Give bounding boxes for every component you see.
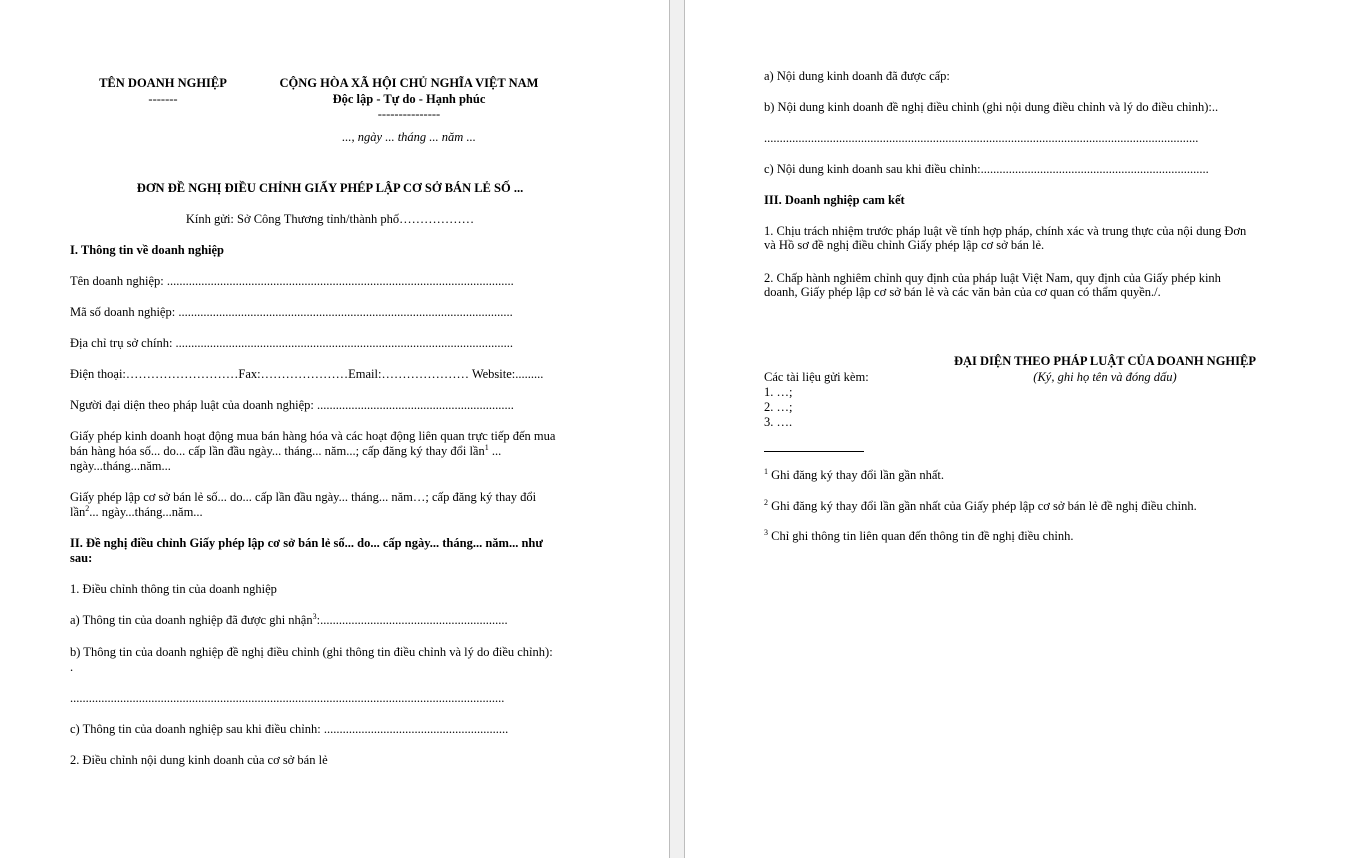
footnote-ref-2: 2	[85, 503, 90, 513]
section-2-heading-line-1: II. Đề nghị điều chỉnh Giấy phép lập cơ sở bán lẻ số... do... cấp ngày... tháng... năm... như	[70, 536, 543, 550]
item-2b-field: b) Nội dung kinh doanh đề nghị điều chỉnh (ghi nội dung điều chỉnh và lý do điều chỉnh):..	[764, 100, 1219, 114]
item-1a-field: a) Thông tin của doanh nghiệp đã được ghi nhận$^3$:............................................................	[70, 611, 508, 627]
signature-note: (Ký, ghi họ tên và đóng dấu)	[1033, 370, 1177, 384]
document-title: ĐƠN ĐỀ NGHỊ ĐIỀU CHỈNH GIẤY PHÉP LẬP CƠ SỞ BÁN LẺ SỐ ...	[136, 181, 524, 195]
document-page-2	[685, 0, 1353, 858]
footnote-ref-3: 3	[312, 611, 317, 621]
company-name-field: Tên doanh nghiệp: ...............................................................................................................	[70, 274, 514, 288]
republic-heading: CỘNG HÒA XÃ HỘI CHỦ NGHĨA VIỆT NAM	[279, 76, 539, 90]
item-2b-dotted-line: ...........................................................................................................................................	[764, 131, 1199, 145]
footnote-3: $^3$ Chỉ ghi thông tin liên quan đến thông tin đề nghị điều chỉnh.	[764, 527, 1074, 543]
tax-code-field: Mã số doanh nghiệp: ...........................................................................................................	[70, 305, 513, 319]
footnote-ref-1: 1	[484, 442, 489, 452]
signature-title: ĐẠI DIỆN THEO PHÁP LUẬT CỦA DOANH NGHIỆP	[953, 354, 1256, 368]
retail-license-line-2: lần$^2$... ngày...tháng...năm...	[70, 503, 203, 519]
item-2a-field: a) Nội dung kinh doanh đã được cấp:	[764, 69, 950, 83]
retail-license-line-1: Giấy phép lập cơ sở bán lẻ số... do... cấp lần đầu ngày... tháng... năm…; cấp đăng ký thay đổi	[70, 490, 537, 504]
commitment-1-line-2: và Hồ sơ đề nghị điều chỉnh Giấy phép lập cơ sở bán lẻ.	[764, 238, 1045, 252]
section-1-heading: I. Thông tin về doanh nghiệp	[70, 243, 224, 257]
footnote-2: $^2$ Ghi đăng ký thay đổi lần gần nhất của Giấy phép lập cơ sở bán lẻ đề nghị điều chỉnh.	[764, 497, 1197, 513]
item-2-heading: 2. Điều chỉnh nội dung kinh doanh của cơ sở bán lẻ	[70, 753, 328, 767]
company-divider: -------	[148, 92, 178, 106]
item-1-heading: 1. Điều chỉnh thông tin của doanh nghiệp	[70, 582, 277, 596]
trade-license-line-2: bán hàng hóa số... do... cấp lần đầu ngày... tháng... năm...; cấp đăng ký thay đổi lần$^1$ ...	[70, 442, 502, 458]
motto-divider: ---------------	[377, 107, 441, 121]
trade-license-line-1: Giấy phép kinh doanh hoạt động mua bán hàng hóa và các hoạt động liên quan trực tiếp đến mua	[70, 429, 556, 443]
attachment-item: 1. …;	[764, 385, 793, 399]
item-1b-field: b) Thông tin của doanh nghiệp đề nghị điều chỉnh (ghi thông tin điều chỉnh và lý do điều chỉnh):	[70, 645, 553, 659]
recipient-line: Kính gửi: Sở Công Thương tỉnh/thành phố………………	[185, 212, 475, 226]
page-gap	[669, 0, 685, 858]
item-1b-dotted-line: ...........................................................................................................................................	[70, 691, 505, 705]
document-page-1	[0, 0, 669, 858]
date-line: ..., ngày ... tháng ... năm ...	[342, 130, 476, 144]
national-motto: Độc lập - Tự do - Hạnh phúc	[332, 92, 486, 106]
company-name: TÊN DOANH NGHIỆP	[99, 76, 227, 90]
item-2c-field: c) Nội dung kinh doanh sau khi điều chỉnh:.........................................................................	[764, 162, 1209, 176]
item-1c-field: c) Thông tin của doanh nghiệp sau khi điều chỉnh: ...........................................................	[70, 722, 509, 736]
section-3-heading: III. Doanh nghiệp cam kết	[764, 193, 905, 207]
commitment-2-line-1: 2. Chấp hành nghiêm chỉnh quy định của pháp luật Việt Nam, quy định của Giấy phép kinh	[764, 271, 1221, 285]
legal-rep-field: Người đại diện theo pháp luật của doanh nghiệp: ...............................................................	[70, 398, 514, 412]
attachments-label: Các tài liệu gửi kèm:	[764, 370, 869, 384]
attachment-item: 2. …;	[764, 400, 793, 414]
commitment-2-line-2: doanh, Giấy phép lập cơ sở bán lẻ và các văn bản của cơ quan có thẩm quyền./.	[764, 285, 1161, 299]
item-1b-dot: .	[70, 660, 74, 674]
section-2-heading-line-2: sau:	[70, 551, 93, 565]
footnote-separator	[764, 451, 864, 452]
trade-license-line-3: ngày...tháng...năm...	[70, 459, 171, 473]
address-field: Địa chỉ trụ sở chính: ............................................................................................................	[70, 336, 514, 350]
commitment-1-line-1: 1. Chịu trách nhiệm trước pháp luật về tính hợp pháp, chính xác và trung thực của nội dung Đơn	[764, 224, 1247, 238]
attachment-item: 3. ….	[764, 415, 793, 429]
footnote-1: $^1$ Ghi đăng ký thay đổi lần gần nhất.	[764, 466, 945, 482]
contact-field: Điện thoại:………………………Fax:…………………Email:………………… Website:.........	[70, 367, 544, 381]
